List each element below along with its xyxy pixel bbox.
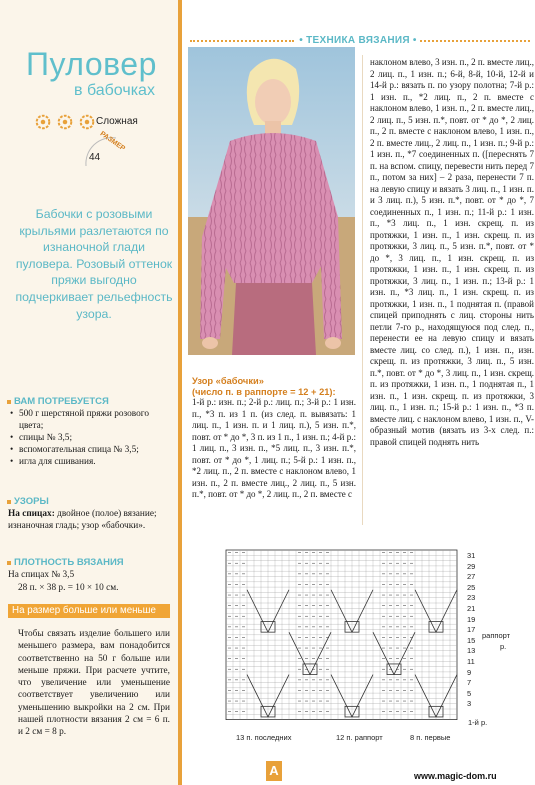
materials-list xyxy=(8,408,168,468)
gauge-heading xyxy=(7,557,124,568)
row-number: 15 xyxy=(467,635,476,645)
row-number: 27 xyxy=(467,572,476,582)
flower-icon xyxy=(56,113,74,131)
website-link[interactable]: www.magic-dom.ru xyxy=(414,771,497,781)
bigger-size-text: Чтобы связать изделие большего или меньшего размера, вам понадобится соответственно на 50 г больше или меньше пряжи. При расчете учтите, что увеличение или уменьшение соответствует увеличению или уменьшению выкройки на 2 см. При нашей плотности вязания 2 см = 6 п. и 2 см = 8 р. xyxy=(18,629,170,738)
chart-bottom-label: 13 п. последних xyxy=(236,733,292,742)
flower-icon xyxy=(34,113,52,131)
bullet-square-icon xyxy=(7,561,11,565)
row-number: 25 xyxy=(467,582,476,592)
row-number: 13 xyxy=(467,646,476,656)
butterfly-title: Узор «бабочки» xyxy=(192,376,264,386)
row-number: 23 xyxy=(467,593,476,603)
patterns-rest: двойное (полое) вязание; изнаночная гладь; узор «бабочки». xyxy=(8,509,157,531)
intro-text: Бабочки с розовыми крыльями разлетаются по изнаночной глади пуловера. Розовый оттенок пряжи выгодно подчеркивает рельефность узора. xyxy=(15,207,173,321)
patterns-heading xyxy=(7,496,49,507)
bigger-size-heading: На размер больше или меньше xyxy=(8,604,170,618)
page-title: Пуловер xyxy=(26,46,157,82)
difficulty-flowers xyxy=(34,113,96,131)
materials-item: • спицы № 3,5; xyxy=(8,432,168,444)
section-letter: A xyxy=(266,761,282,781)
row-number: 31 xyxy=(467,551,476,560)
row-number: 9 xyxy=(467,667,472,677)
row-number: 7 xyxy=(467,678,472,688)
bullet-square-icon xyxy=(7,500,11,504)
materials-heading-label: ВАМ ПОТРЕБУЕТСЯ xyxy=(14,396,109,407)
flower-icon xyxy=(78,113,96,131)
butterfly-text: 1-й р.: изн. п.; 2-й р.: лиц. п.; 3-й р.: 1 изн. п., *3 п. из 1 п. (из след. п. вывязать: 1 лиц. п., 1 изн. п. и 1 лиц. п.), 5 изн. п.*, повт. от * до *, 3 п. из 1 п., 1 изн. п.; 4-й р.: 1 лиц. п., 3 изн. п., *5 лиц. п., 3 изн. п.*, повт. от * до *, 1 лиц. п.; 5-й р.: 1 изн. п., *2 лиц. п., 2 п. вместе с наклоном влево, 1 изн. п., 2 п. вместе лиц., 2 лиц. п., 5 изн. п.*, повт. от * до *, 2 лиц. п., 2 п. вместе с xyxy=(192,397,356,499)
row-number: 17 xyxy=(467,625,476,635)
model-photo xyxy=(188,47,355,355)
gauge-line2: 28 п. × 38 р. = 10 × 10 см. xyxy=(18,583,119,593)
row-number: 11 xyxy=(467,657,475,666)
materials-item: • 500 г шерстяной пряжи розового цвета; xyxy=(8,408,168,432)
size-label: РАЗМЕР xyxy=(98,130,127,153)
first-row-label: 1-й р. xyxy=(468,718,488,727)
gauge-heading-label: ПЛОТНОСТЬ ВЯЗАНИЯ xyxy=(14,557,124,568)
row-number: 5 xyxy=(467,688,472,698)
materials-heading xyxy=(7,396,109,407)
page-subtitle: в бабочках xyxy=(74,82,155,99)
butterfly-heading xyxy=(192,376,336,398)
butterfly-subtitle: (число п. в раппорте = 12 + 21): xyxy=(192,387,336,397)
continued-text: наклоном влево, 3 изн. п., 2 п. вместе лиц., 2 лиц. п., 1 изн. п.; 6-й, 8-й, 10-й, 12-й и 14-й р.: вязать п. по узору полотна; 7-й р.: 1 изн. п., *2 лиц. п., 2 п. вместе с наклоном влево, 1 изн. п., 2 п. вместе лиц., 2 лиц. п., 5 изн. п.*, повт. от * до *, 2 лиц. п., 2 п. вместе с наклоном влево, 1 изн. п., 2 п. вместе лиц., 2 лиц. п., 1 изн. п.; 9-й р.: 1 изн. п., *7 соединенных п. ([переснять 7 п. на вспом. спицу, перевести нить перед 7 п., потом за них] – 2 раза, перенести 7 п. на левую спицу и вязать 3 лиц. п., 1 изн. п. и 3 лиц. п.), 5 изн. п.*, повт. от * до *, 7 соединенных п., 1 изн. п.; 11-й р.: 1 изн. п., *3 лиц. п., 1 изн. скрещ. п. из протяжки, 1 изн. п., 1 изн. скрещ. п. из протяжки, 3 лиц. п., 5 изн. п.*, повт. от * до *, 3 лиц. п., 1 изн. скрещ. п. из протяжки, 1 изн. п., 1 изн. скрещ. п. из протяжки, 3 лиц. п., 1 изн. п.; 13-й р.: 1 изн. п., *3 лиц. п., 1 изн. скрещ. п. из протяжки, 1 изн. п., 1 поднятая п. (правой спицей приподнять с лиц. стороны нить петли 7-го р., находящуюся под след. п., перенести ее на левую спицу и вязать вместе лиц. со след. п.), 1 изн. п., изн. скрещ. п. из протяжки, 3 лиц. п., 5 изн. п.*, повт. от * до *, 3 лиц. п., 1 изн. скрещ. п. из протяжки, 1 изн. п., 1 поднятая п., 1 изн. п., 1 изн. скрещ. п. из протяжки, 3 лиц. п., 1 изн. п.; 15-й р.: 1 изн. п., *3 п. вместе лиц. с наклоном влево, 1 изн. п., V-образный мотив (вязать из 3-х след. п.: правой спицей поднять нить xyxy=(370,57,534,447)
patterns-text xyxy=(8,508,173,532)
repeat-label: раппорт xyxy=(482,631,511,640)
column-divider xyxy=(362,55,363,525)
dotted-rule xyxy=(190,40,294,42)
sidebar-rule xyxy=(178,0,182,785)
dotted-rule xyxy=(420,40,530,42)
difficulty-label: Сложная xyxy=(96,116,138,127)
chart-bottom-label: 12 п. раппорт xyxy=(336,733,383,742)
row-number: 21 xyxy=(467,604,476,613)
repeat-sub-label: р. xyxy=(500,642,507,651)
chart-bottom-label: 8 п. первые xyxy=(410,733,451,742)
row-number: 29 xyxy=(467,561,476,571)
row-number: 19 xyxy=(467,614,476,624)
row-number: 3 xyxy=(467,699,472,709)
technique-heading: • ТЕХНИКА ВЯЗАНИЯ • xyxy=(296,35,420,46)
size-value: 44 xyxy=(89,152,101,163)
patterns-bold: На спицах: xyxy=(8,509,55,519)
bullet-square-icon xyxy=(7,400,11,404)
materials-item: • вспомогательная спица № 3,5; xyxy=(8,444,168,456)
gauge-line1: На спицах № 3,5 xyxy=(8,570,75,580)
patterns-heading-label: УЗОРЫ xyxy=(14,496,49,507)
knitting-chart xyxy=(224,548,460,728)
materials-item: • игла для сшивания. xyxy=(8,456,168,468)
